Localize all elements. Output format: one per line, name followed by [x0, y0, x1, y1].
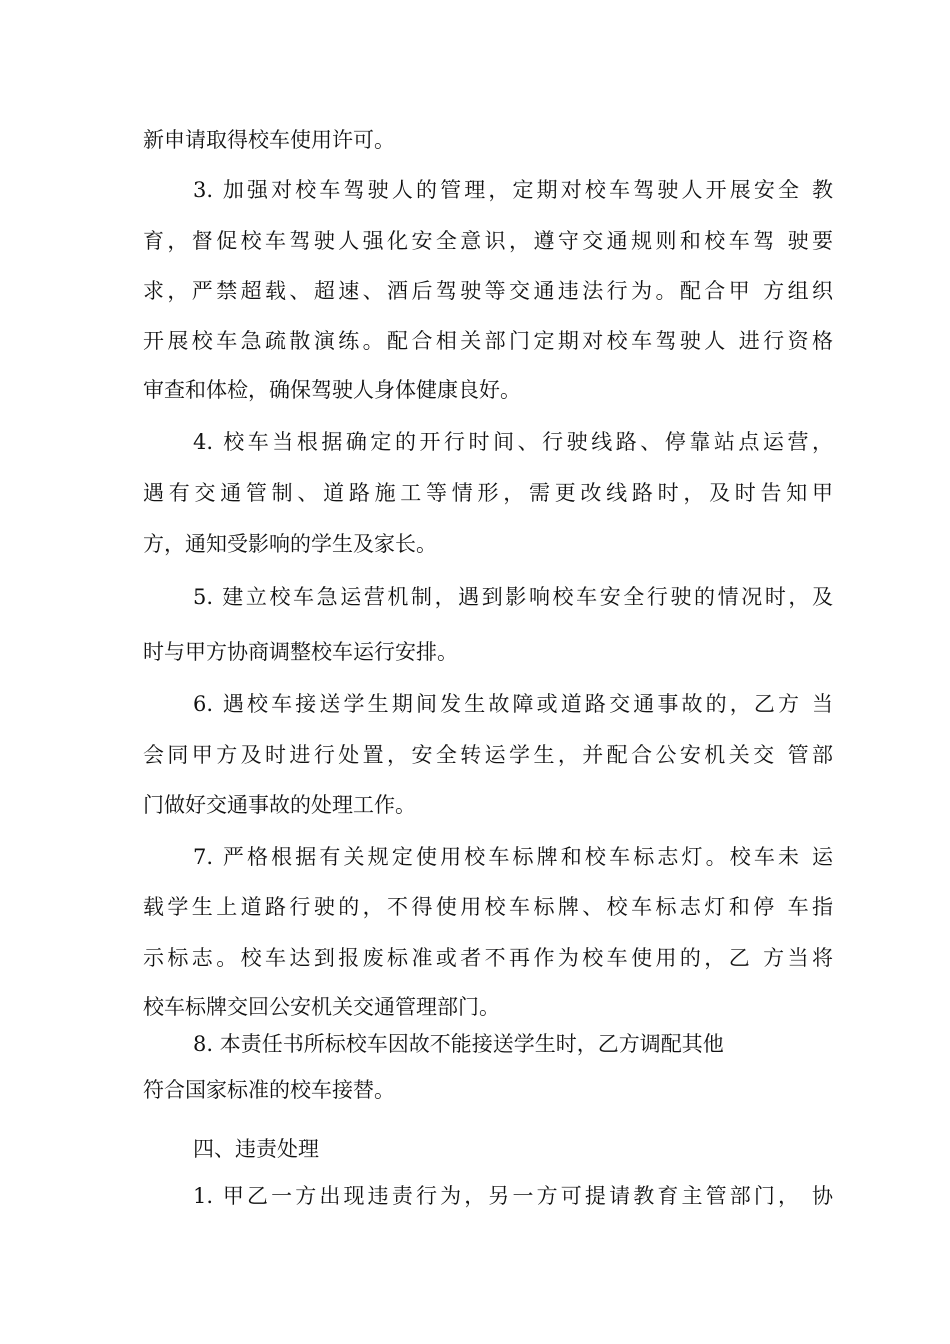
text-line: 遇有交通管制、道路施工等情形，需更改线路时，及时告知甲: [143, 481, 833, 505]
text-line: 1. 甲乙一方出现违责行为，另一方可提请教育主管部门， 协: [193, 1184, 833, 1208]
text-line: 新申请取得校车使用许可。: [143, 128, 395, 152]
text-line: 求，严禁超载、超速、酒后驾驶等交通违法行为。配合甲 方组织: [143, 279, 833, 303]
text-line: 开展校车急疏散演练。配合相关部门定期对校车驾驶人 进行资格: [143, 329, 833, 353]
text-line: 7. 严格根据有关规定使用校车标牌和校车标志灯。校车未 运: [193, 845, 833, 869]
text-line: 校车标牌交回公安机关交通管理部门。: [143, 995, 500, 1019]
text-line: 育，督促校车驾驶人强化安全意识，遵守交通规则和校车驾 驶要: [143, 229, 833, 253]
text-line: 3. 加强对校车驾驶人的管理，定期对校车驾驶人开展安全 教: [193, 178, 833, 202]
text-line: 审查和体检，确保驾驶人身体健康良好。: [143, 378, 521, 402]
section-heading: 四、违责处理: [193, 1137, 319, 1161]
text-line: 5. 建立校车急运营机制，遇到影响校车安全行驶的情况时，及: [193, 585, 833, 609]
text-line: 示标志。校车达到报废标准或者不再作为校车使用的，乙 方当将: [143, 946, 833, 970]
text-line: 方，通知受影响的学生及家长。: [143, 532, 437, 556]
text-line: 符合国家标准的校车接替。: [143, 1078, 395, 1102]
text-line: 6. 遇校车接送学生期间发生故障或道路交通事故的，乙方 当: [193, 692, 833, 716]
text-line: 会同甲方及时进行处置，安全转运学生，并配合公安机关交 管部: [143, 743, 833, 767]
text-line: 4. 校车当根据确定的开行时间、行驶线路、停靠站点运营，: [193, 430, 833, 454]
text-line: 载学生上道路行驶的，不得使用校车标牌、校车标志灯和停 车指: [143, 895, 833, 919]
text-line: 8. 本责任书所标校车因故不能接送学生时，乙方调配其他: [193, 1032, 724, 1056]
text-line: 时与甲方协商调整校车运行安排。: [143, 640, 458, 664]
text-line: 门做好交通事故的处理工作。: [143, 793, 416, 817]
